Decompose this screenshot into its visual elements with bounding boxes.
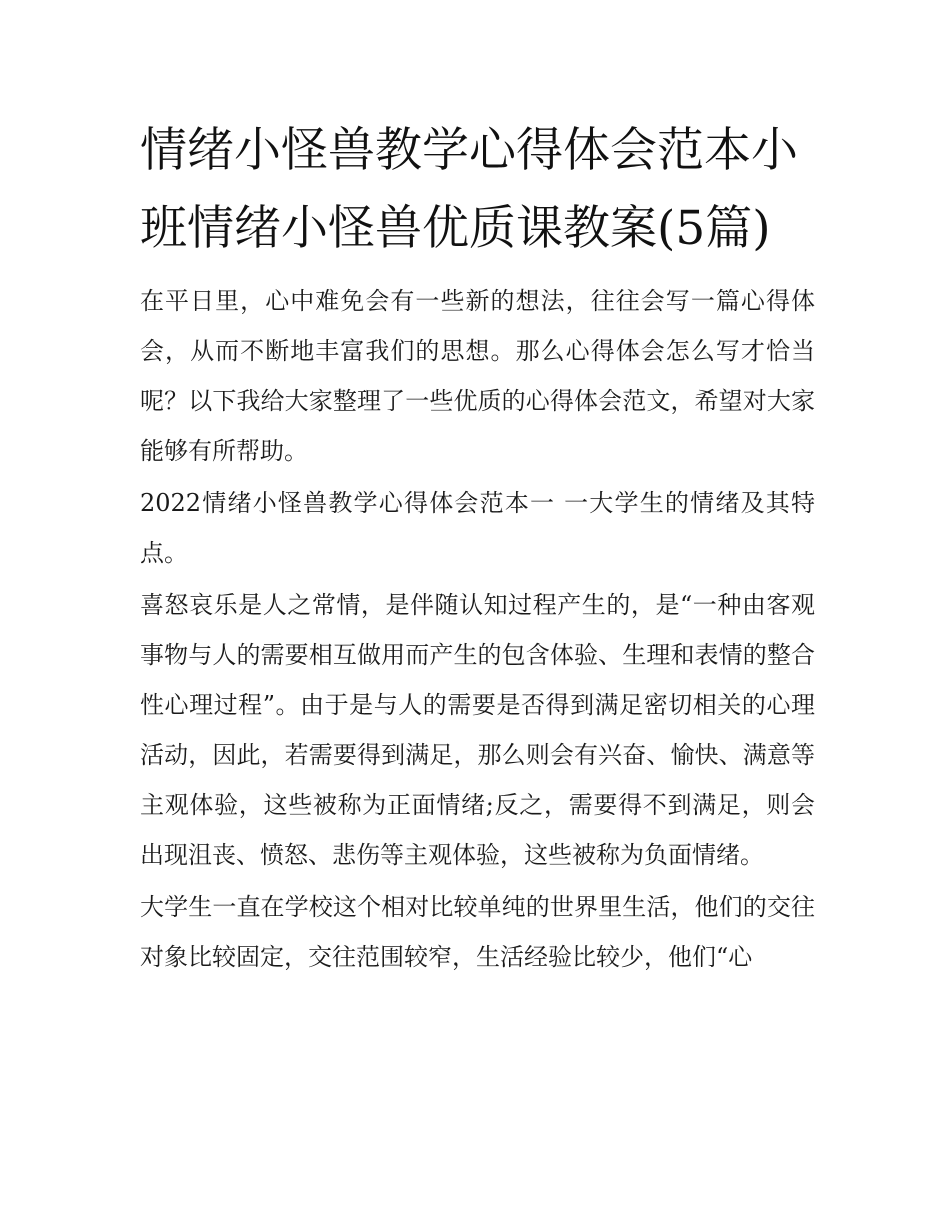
paragraph-intro: 在平日里，心中难免会有一些新的想法，往往会写一篇心得体会，从而不断地丰富我们的思想。那么心得体会怎么写才恰当呢？以下我给大家整理了一些优质的心得体会范文，希望对大家能够有所帮助。 [140, 287, 815, 465]
paragraph-students-life: 大学生一直在学校这个相对比较单纯的世界里生活，他们的交往对象比较固定，交往范围较窄，生活经验比较少，他们“心 [140, 893, 815, 971]
paragraph-section-heading: 2022情绪小怪兽教学心得体会范本一 一大学生的情绪及其特点。 [140, 489, 815, 567]
paragraph-emotion-definition: 喜怒哀乐是人之常情，是伴随认知过程产生的，是“一种由客观事物与人的需要相互做用而产生的包含体验、生理和表情的整合性心理过程”。由于是与人的需要是否得到满足密切相关的心理活动，因此，若需要得到满足，那么则会有兴奋、愉快、满意等主观体验，这些被称为正面情绪;反之，需要得不到满足，则会出现沮丧、愤怒、悲伤等主观体验，这些被称为负面情绪。 [140, 591, 815, 869]
document-title: 情绪小怪兽教学心得体会范本小班情绪小怪兽优质课教案(5篇) [140, 123, 798, 256]
document-content [140, 112, 815, 984]
